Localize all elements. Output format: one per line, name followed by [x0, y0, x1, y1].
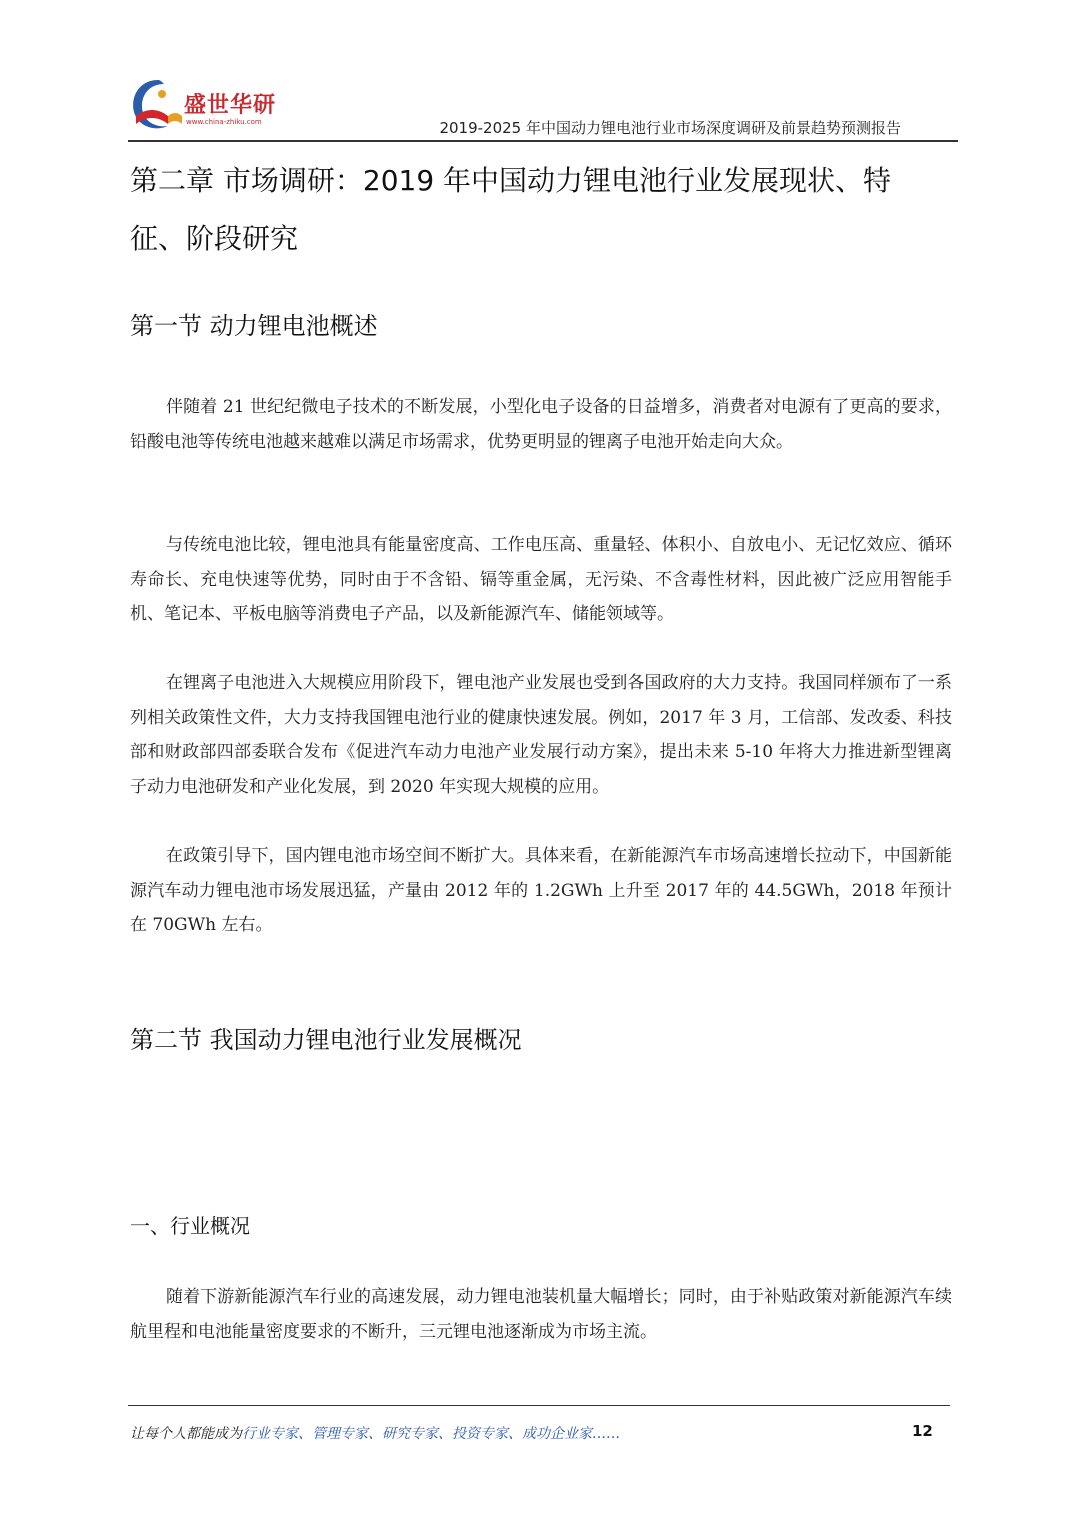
paragraph-5: 随着下游新能源汽车行业的高速发展，动力锂电池装机量大幅增长；同时，由于补贴政策对新能源汽车续航里程和电池能量密度要求的不断升，三元锂电池逐渐成为市场主流。: [130, 1287, 952, 1342]
report-title: 2019-2025 年中国动力锂电池行业市场深度调研及前景趋势预测报告: [439, 119, 901, 137]
page-header: [0, 0, 1083, 150]
logo-url: www.china-zhiku.com: [186, 118, 262, 126]
logo-name: 盛世华研: [184, 93, 277, 118]
paragraph-4: 在政策引导下，国内锂电池市场空间不断扩大。具体来看，在新能源汽车市场高速增长拉动下，中国新能源汽车动力锂电池市场发展迅猛，产量由 2012 年的 1.2GWh 上升至 2017 年的 44.5GWh，2018 年预计在 70GWh 左右。: [130, 846, 952, 935]
section-title-2: 第二节 我国动力锂电池行业发展概况: [130, 1026, 522, 1054]
paragraph-1: 伴随着 21 世纪纪微电子技术的不断发展，小型化电子设备的日益增多，消费者对电源有了更高的要求，铅酸电池等传统电池越来越难以满足市场需求，优势更明显的锂离子电池开始走向大众。: [130, 397, 952, 452]
logo-emblem-icon: [128, 74, 188, 134]
company-logo: [128, 74, 288, 134]
header-divider: [128, 140, 958, 142]
footer-divider: [128, 1405, 950, 1406]
footer-slogan: [130, 1423, 620, 1443]
chapter-title: 第二章 市场调研：2019 年中国动力锂电池行业发展现状、特征、阶段研究: [130, 164, 892, 255]
section-title-1: 第一节 动力锂电池概述: [130, 312, 378, 340]
footer-slogan-rest: 行业专家、管理专家、研究专家、投资专家、成功企业家……: [242, 1426, 620, 1442]
paragraph-2: 与传统电池比较，锂电池具有能量密度高、工作电压高、重量轻、体积小、自放电小、无记忆效应、循环寿命长、充电快速等优势，同时由于不含铅、镉等重金属，无污染、不含毒性材料，因此被广泛应用智能手机、笔记本、平板电脑等消费电子产品，以及新能源汽车、储能领域等。: [130, 535, 952, 624]
footer-slogan-lead: 让每个人都能成为: [130, 1426, 242, 1442]
page-number: 12: [912, 1422, 933, 1440]
paragraph-3: 在锂离子电池进入大规模应用阶段下，锂电池产业发展也受到各国政府的大力支持。我国同样颁布了一系列相关政策性文件，大力支持我国锂电池行业的健康快速发展。例如，2017 年 3 月，工信部、发改委、科技部和财政部四部委联合发布《促进汽车动力电池产业发展行动方案》，提出未来 5-10 年将大力推进新型锂离子动力电池研发和产业化发展，到 2020 年实现大规模的应用。: [130, 673, 952, 797]
subsection-title: 一、行业概况: [130, 1214, 250, 1238]
